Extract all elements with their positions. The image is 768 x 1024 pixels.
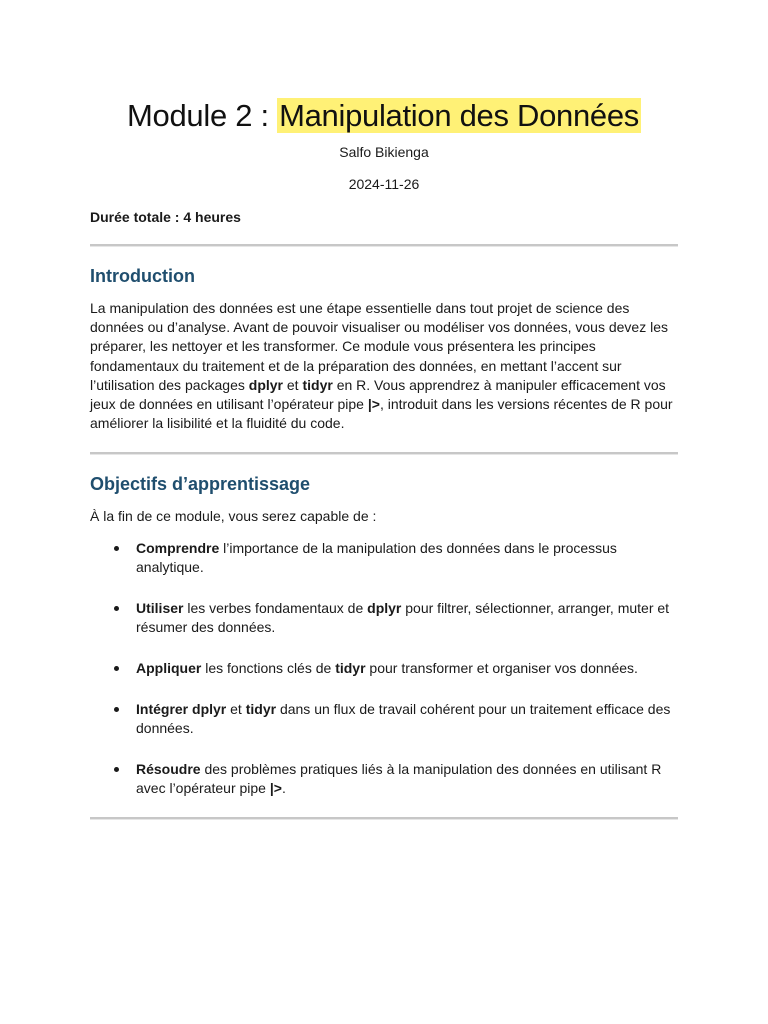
item-text: pour transformer et organiser vos données.: [365, 659, 638, 676]
author: Salfo Bikienga: [339, 144, 429, 160]
list-item: [90, 599, 678, 637]
item-keyword: Intégrer dplyr: [136, 700, 227, 717]
bullet-icon: [114, 606, 119, 611]
item-text: l’importance de la manipulation des données dans le processus analytique.: [136, 539, 617, 575]
bullet-icon: [114, 666, 119, 671]
document-page: [90, 0, 678, 819]
item-keyword: tidyr: [245, 700, 277, 717]
list-item: [90, 760, 678, 798]
title-highlight: Manipulation des Données: [279, 98, 639, 133]
list-item: [90, 659, 678, 678]
list-item: [90, 539, 678, 577]
document-title: [90, 97, 678, 135]
item-text: dans un flux de travail cohérent pour un traitement efficace des données.: [136, 700, 671, 736]
title-block: [90, 97, 678, 193]
item-keyword: Résoudre: [136, 760, 201, 777]
date: 2024-11-26: [348, 176, 420, 192]
item-keyword: dplyr: [367, 599, 402, 616]
duration: Durée totale : 4 heures: [90, 209, 241, 225]
item-keyword: tidyr: [335, 659, 366, 676]
item-text: les fonctions clés de: [201, 659, 336, 676]
bullet-icon: [114, 707, 119, 712]
item-keyword: Utiliser: [136, 599, 184, 616]
intro-text: en R. Vous apprendrez à manipuler efficacement vos jeux de données en utilisant l’opérateur pipe: [90, 376, 666, 413]
item-text: les verbes fondamentaux de: [183, 599, 368, 616]
item-text: des problèmes pratiques liés à la manipulation des données en utilisant R avec l’opérateur pipe: [136, 760, 662, 796]
divider: [90, 244, 678, 246]
intro-tidyr: tidyr: [302, 376, 333, 393]
item-text: et: [226, 700, 246, 717]
item-text: pour filtrer, sélectionner, arranger, muter et résumer des données.: [136, 599, 670, 635]
intro-pipe: |>: [367, 396, 380, 413]
title-prefix: Module 2 :: [127, 98, 278, 133]
intro-text: La manipulation des données est une étape essentielle dans tout projet de science des données ou d’analyse. Avant de pouvoir visualiser ou modéliser vos données, vous devez les préparer, les nettoyer et les transformer. Ce module vous présentera les principes fondamentaux du traitement et de la préparation des données, en mettant l’accent sur l’utilisation des packages: [90, 300, 668, 393]
bullet-icon: [114, 546, 119, 551]
item-keyword: Appliquer: [136, 659, 202, 676]
item-text: .: [281, 779, 286, 796]
bullet-icon: [114, 767, 119, 772]
item-keyword: |>: [269, 779, 282, 796]
divider: [90, 452, 678, 454]
list-item: [90, 700, 678, 738]
objectives-lead: À la fin de ce module, vous serez capable de :: [90, 508, 377, 525]
intro-dplyr: dplyr: [248, 376, 283, 393]
intro-text: , introduit dans les versions récentes de R pour améliorer la lisibilité et la fluidité du code.: [90, 396, 673, 432]
intro-text: et: [283, 376, 303, 393]
introduction-heading: Introduction: [90, 266, 195, 286]
objectives-heading: Objectifs d’apprentissage: [90, 474, 311, 495]
item-keyword: Comprendre: [136, 539, 220, 556]
objectives-list: [90, 539, 678, 798]
introduction-paragraph: [90, 299, 678, 433]
divider: [90, 817, 678, 819]
